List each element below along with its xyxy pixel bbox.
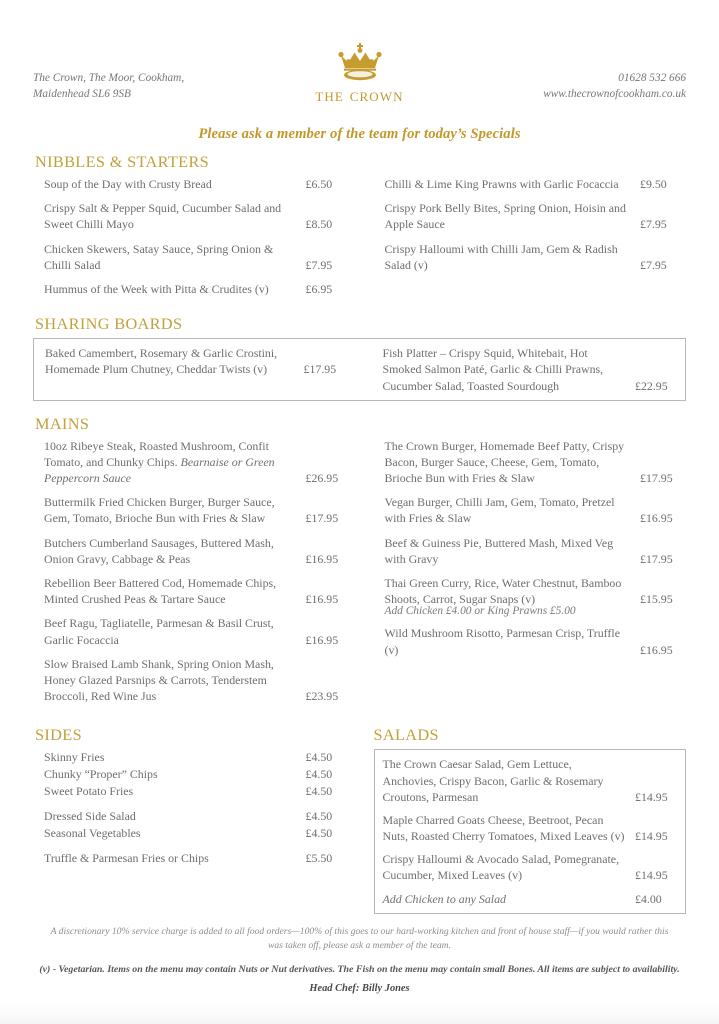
salad-addon	[375, 891, 682, 907]
menu-item	[374, 438, 687, 487]
item-price: £4.50	[305, 784, 333, 799]
menu-item	[374, 575, 687, 607]
menu-item	[375, 851, 682, 883]
address-line-2: Maidenhead SL6 9SB	[33, 88, 131, 101]
menu-item	[374, 200, 687, 232]
section-title-salads: SALADS	[373, 725, 439, 745]
item-price: £5.50	[305, 850, 333, 865]
page-footer	[33, 925, 686, 994]
item-name: Buttermilk Fried Chicken Burger, Burger Sauce, Gem, Tomato, Brioche Bun with Fries & Slaw	[44, 495, 275, 526]
venue-contact	[476, 48, 686, 103]
item-name: The Crown Burger, Homemade Beef Patty, Crispy Bacon, Burger Sauce, Cheese, Gem, Tomato, Brioche Bun with Fries & Slaw	[384, 438, 625, 486]
item-price: £6.95	[305, 281, 333, 296]
item-name: Crispy Salt & Pepper Squid, Cucumber Salad and Sweet Chilli Mayo	[44, 201, 282, 232]
menu-item	[374, 625, 687, 657]
sharing-column-right	[358, 345, 682, 396]
item-name: Truffle & Parmesan Fries or Chips	[44, 850, 209, 865]
item-price: £17.95	[640, 471, 673, 486]
item-name: The Crown Caesar Salad, Gem Lettuce, Anchovies, Crispy Bacon, Garlic & Rosemary Croutons, Parmesan	[382, 757, 604, 804]
nibbles-column-right	[360, 176, 687, 305]
item-price: £16.95	[305, 592, 339, 607]
item-price: £14.95	[635, 868, 668, 883]
item-price: £16.95	[640, 511, 673, 526]
menu-item	[33, 749, 352, 766]
item-price: £23.95	[305, 689, 339, 704]
brand-block	[260, 42, 460, 107]
crown-icon	[335, 42, 385, 84]
page-bottom-edge	[0, 1002, 719, 1024]
sharing-boards-box	[33, 338, 686, 401]
menu-item	[33, 656, 352, 705]
item-price: £8.50	[305, 217, 333, 232]
menu-item	[33, 438, 352, 487]
item-name: Fish Platter – Crispy Squid, Whitebait, Hot Smoked Salmon Paté, Garlic & Chilli Prawns, Cucumber Salad, Toasted Sourdough	[382, 346, 604, 393]
item-name: Chicken Skewers, Satay Sauce, Spring Onion & Chilli Salad	[44, 241, 274, 272]
nibbles-column-left	[33, 176, 360, 305]
item-price: £15.95	[640, 592, 673, 607]
sides-group-divider	[33, 800, 352, 808]
address-line-1: The Crown, The Moor, Cookham,	[33, 72, 185, 84]
menu-item	[374, 535, 687, 567]
item-price: £26.95	[305, 471, 339, 486]
item-name: Chilli & Lime King Prawns with Garlic Focaccia	[384, 177, 619, 191]
item-name: Maple Charred Goats Cheese, Beetroot, Pecan Nuts, Roasted Cherry Tomatoes, Mixed Leaves (v)	[382, 812, 625, 844]
section-salads	[360, 725, 687, 914]
item-name: Dressed Side Salad	[44, 809, 136, 824]
section-title-sharing: SHARING BOARDS	[35, 314, 183, 334]
item-name: Butchers Cumberland Sausages, Buttered Mash, Onion Gravy, Cabbage & Peas	[44, 535, 274, 566]
section-title-nibbles: NIBBLES & STARTERS	[35, 152, 210, 171]
item-price: £9.50	[640, 177, 667, 191]
item-name: Soup of the Day with Crusty Bread	[44, 177, 212, 191]
menu-item	[33, 575, 352, 607]
item-name: Crispy Halloumi with Chilli Jam, Gem & Radish Salad (v)	[384, 241, 618, 272]
item-price: £7.95	[305, 257, 333, 272]
mains-column-right	[360, 438, 687, 713]
menu-item	[374, 176, 687, 192]
item-name: Crispy Pork Belly Bites, Spring Onion, Hoisin and Apple Sauce	[384, 201, 626, 232]
section-title-mains: MAINS	[35, 413, 90, 433]
brand-name: the crown	[315, 85, 404, 106]
section-sides-and-salads	[33, 725, 686, 914]
menu-item	[34, 345, 350, 377]
section-sides	[33, 725, 360, 914]
menu-item	[372, 345, 682, 394]
item-price: £16.95	[640, 642, 673, 657]
item-addon-note: Add Chicken £4.00 or King Prawns £5.00	[384, 605, 576, 618]
section-mains	[33, 414, 686, 713]
head-chef-credit: Head Chef: Billy Jones	[309, 982, 410, 994]
item-price: £14.95	[635, 829, 668, 844]
item-name: Beef Ragu, Tagliatelle, Parmesan & Basil Crust, Garlic Focaccia	[44, 616, 274, 647]
sides-group-divider	[33, 842, 352, 850]
item-name: Seasonal Vegetables	[44, 825, 141, 840]
menu-item	[33, 241, 352, 273]
section-nibbles-starters	[33, 152, 686, 305]
item-name-italic: Bearnaise or Green Peppercorn Sauce	[44, 454, 275, 486]
item-name: Crispy Halloumi & Avocado Salad, Pomegranate, Cucumber, Mixed Leaves (v)	[382, 852, 620, 883]
phone-number: 01628 532 666	[618, 72, 686, 84]
item-price: £4.50	[305, 825, 333, 840]
mains-column-left	[33, 438, 360, 713]
item-price: £4.50	[305, 809, 333, 824]
service-charge-note: A discretionary 10% service charge is added to all food orders—100% of this goes to our hard-working kitchen and front of house staff—if you would rather this was taken off, please ask a member of the team.	[50, 925, 669, 952]
item-price: £22.95	[635, 378, 668, 393]
sharing-column-left	[34, 345, 358, 396]
item-name: Wild Mushroom Risotto, Parmesan Crisp, Truffle (v)	[384, 626, 620, 657]
item-price: £7.95	[640, 257, 667, 272]
item-name: Thai Green Curry, Rice, Water Chestnut, Bamboo Shoots, Carrot, Sugar Snaps (v)	[384, 576, 622, 607]
menu-item	[33, 783, 352, 800]
menu-item	[374, 241, 687, 273]
item-price: £4.50	[305, 767, 333, 782]
item-name: Hummus of the Week with Pitta & Crudites (v)	[44, 281, 269, 296]
menu-item	[374, 494, 687, 526]
item-name: 10oz Ribeye Steak, Roasted Mushroom, Confit Tomato, and Chunky Chips. Bearnaise or Green Peppercorn Sauce	[44, 438, 275, 486]
section-sharing-boards	[33, 314, 686, 401]
menu-item	[375, 756, 682, 805]
item-price: £17.95	[640, 551, 673, 566]
menu-item	[375, 812, 682, 844]
menu-item	[33, 281, 352, 297]
item-name: Chunky “Proper” Chips	[44, 767, 158, 782]
item-price: £16.95	[305, 632, 339, 647]
menu-item	[33, 825, 352, 842]
website-url: www.thecrownofcookham.co.uk	[543, 88, 686, 101]
menu-item	[33, 615, 352, 647]
menu-item	[33, 766, 352, 783]
item-price: £14.95	[635, 789, 668, 804]
menu-item	[33, 200, 352, 232]
specials-banner: Please ask a member of the team for today’s Specials	[198, 126, 521, 142]
item-price: £4.50	[305, 750, 333, 765]
item-name: Add Chicken to any Salad	[382, 891, 507, 906]
item-name: Beef & Guiness Pie, Buttered Mash, Mixed Veg with Gravy	[384, 535, 614, 566]
menu-item	[33, 176, 352, 192]
item-name: Slow Braised Lamb Shank, Spring Onion Mash, Honey Glazed Parsnips & Carrots, Tenderstem Broccoli, Red Wine Jus	[44, 656, 274, 704]
item-price: £6.50	[305, 177, 333, 191]
menu-item	[33, 535, 352, 567]
page-header	[33, 0, 686, 110]
item-price: £17.95	[305, 511, 339, 526]
section-title-sides: SIDES	[35, 725, 82, 745]
item-name: Baked Camembert, Rosemary & Garlic Crostini, Homemade Plum Chutney, Cheddar Twists (v)	[45, 346, 278, 377]
item-price: £17.95	[303, 362, 337, 377]
item-price: £7.95	[640, 217, 667, 232]
item-price: £16.95	[305, 551, 339, 566]
menu-item	[33, 494, 352, 526]
item-price: £4.00	[635, 891, 662, 906]
salads-box	[374, 749, 687, 914]
item-name: Sweet Potato Fries	[44, 784, 134, 799]
item-name: Skinny Fries	[44, 750, 105, 765]
item-name: Rebellion Beer Battered Cod, Homemade Chips, Minted Crushed Peas & Tartare Sauce	[44, 576, 277, 607]
menu-item	[33, 850, 352, 867]
item-name: Vegan Burger, Chilli Jam, Gem, Tomato, Pretzel with Fries & Slaw	[384, 495, 615, 526]
menu-item	[33, 808, 352, 825]
allergen-note: (v) - Vegetarian. Items on the menu may contain Nuts or Nut derivatives. The Fish on the menu may contain small Bones. All items are subject to availability.	[39, 963, 680, 975]
venue-address	[33, 48, 243, 103]
